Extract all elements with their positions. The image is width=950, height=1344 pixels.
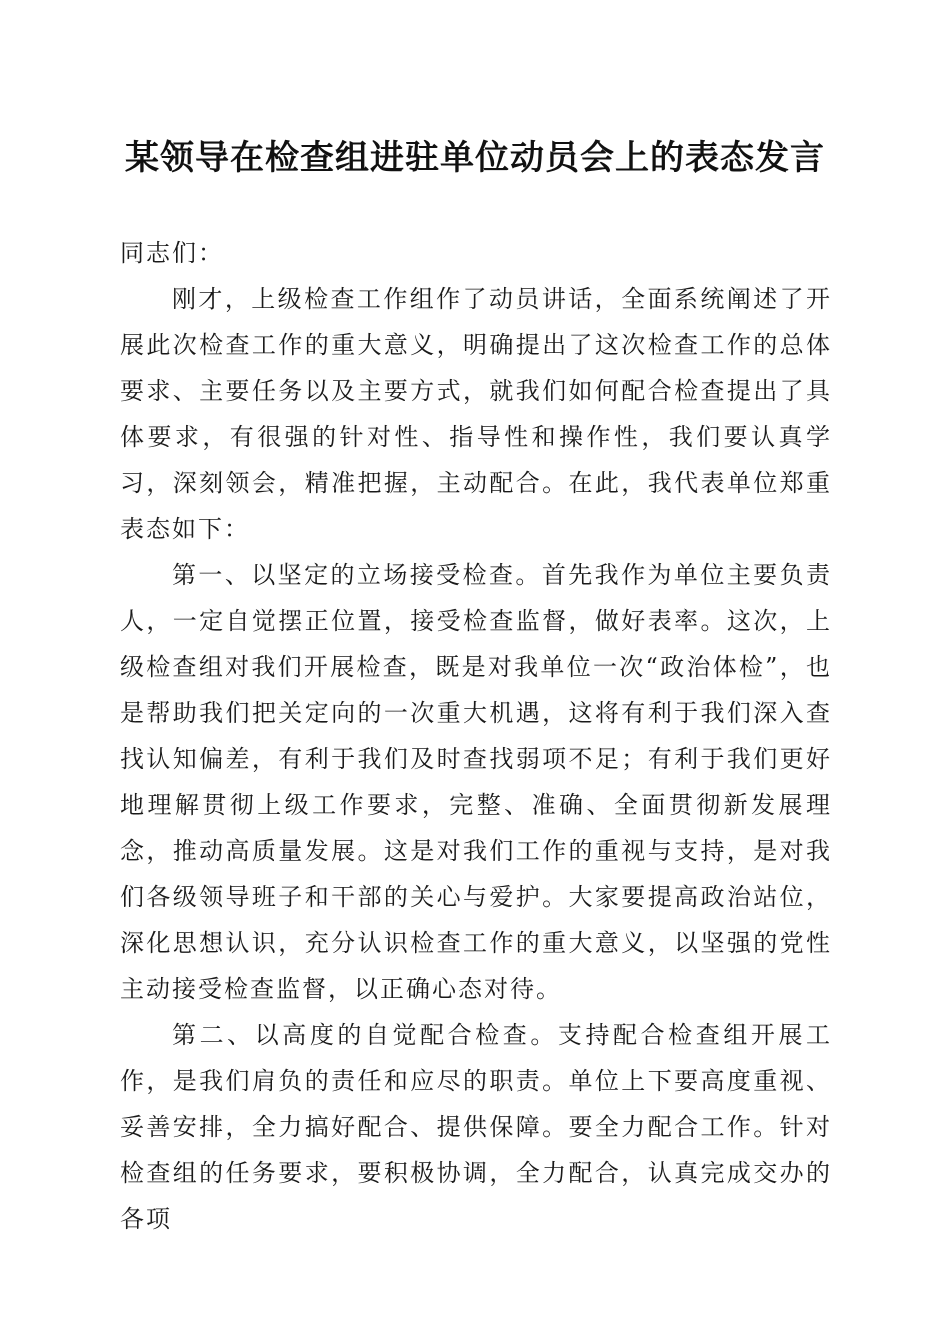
paragraph-text: 刚才，上级检查工作组作了动员讲话，全面系统阐述了开展此次检查工作的重大意义，明确提出了这次检查工作的总体要求、主要任务以及主要方式，就我们如何配合检查提出了具体要求，有很强的针对性、指导性和操作性，我们要认真学习，深刻领会，精准把握，主动配合。在此，我代表单位郑重表态如下： bbox=[120, 285, 832, 543]
document-title: 某领导在检查组进驻单位动员会上的表态发言 bbox=[125, 138, 825, 178]
paragraph-lead: 第二、以高度的自觉配合检查。 bbox=[172, 1021, 558, 1049]
paragraph-point-two bbox=[120, 1012, 832, 1242]
paragraph-point-one bbox=[120, 552, 832, 1012]
paragraph-opening bbox=[120, 276, 832, 552]
paragraph-text: 首先我作为单位主要负责人，一定自觉摆正位置，接受检查监督，做好表率。这次，上级检查组对我们开展检查，既是对我单位一次“政治体检”，也是帮助我们把关定向的一次重大机遇，这将有利于我们深入查找认知偏差，有利于我们及时查找弱项不足；有利于我们更好地理解贯彻上级工作要求，完整、准确、全面贯彻新发展理念，推动高质量发展。这是对我们工作的重视与支持，是对我们各级领导班子和干部的关心与爱护。大家要提高政治站位，深化思想认识，充分认识检查工作的重大意义，以坚强的党性主动接受检查监督，以正确心态对待。 bbox=[120, 561, 833, 1003]
salutation: 同志们： bbox=[120, 239, 224, 267]
paragraph-lead: 第一、以坚定的立场接受检查。 bbox=[172, 561, 542, 589]
document-body bbox=[120, 230, 832, 1242]
paragraph-text: 支持配合检查组开展工作，是我们肩负的责任和应尽的职责。单位上下要高度重视、妥善安排，全力搞好配合、提供保障。要全力配合工作。针对检查组的任务要求，要积极协调，全力配合，认真完成交办的各项 bbox=[120, 1021, 833, 1233]
